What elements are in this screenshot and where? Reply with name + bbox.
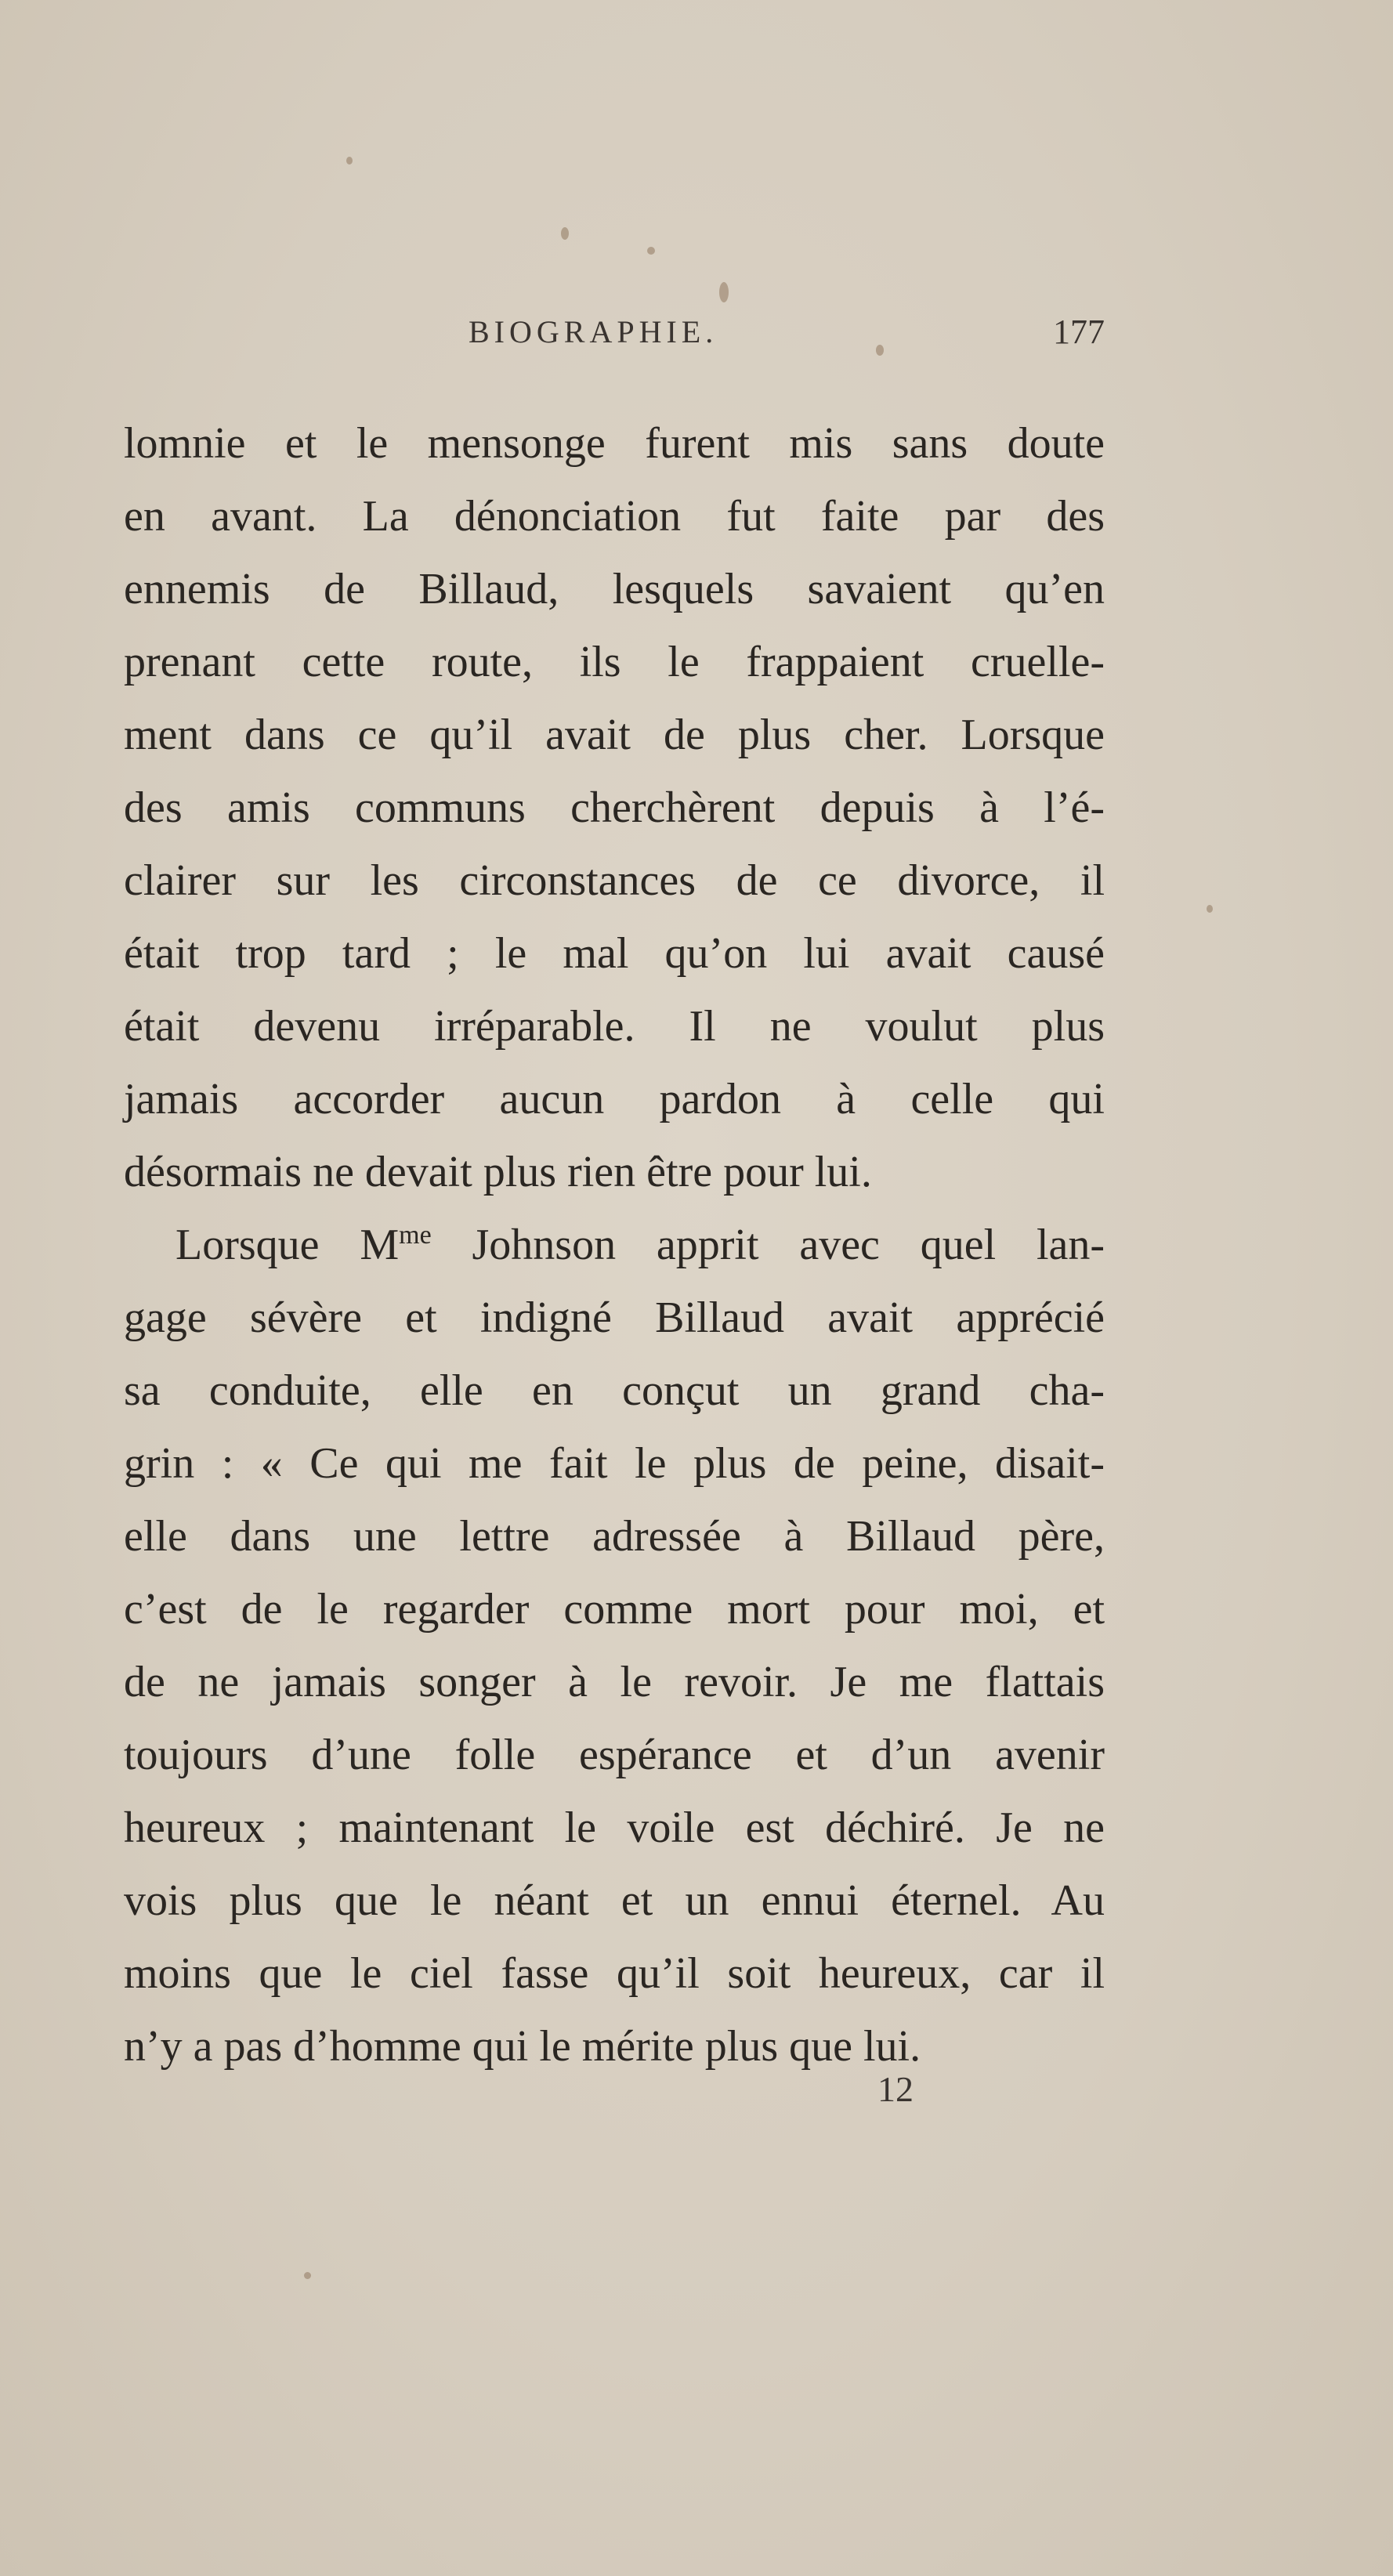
paper-speck — [304, 2272, 311, 2279]
signature-mark: 12 — [877, 2069, 914, 2109]
text-line: était trop tard ; le mal qu’on lui avait causé — [124, 929, 1105, 978]
text-line: de ne jamais songer à le revoir. Je me flattais — [124, 1658, 1105, 1706]
paper-speck — [719, 282, 729, 302]
text-line: prenant cette route, ils le frappaient cruelle- — [124, 638, 1105, 686]
text-line: ennemis de Billaud, lesquels savaient qu’en — [124, 565, 1105, 613]
text-fragment: Lorsque M — [175, 1221, 400, 1269]
paper-speck — [346, 157, 353, 165]
text-line-paragraph-end: désormais ne devait plus rien être pour lui. — [124, 1148, 872, 1196]
text-line-paragraph-start — [124, 1209, 1105, 1282]
body-text — [124, 407, 1105, 2083]
text-line: heureux ; maintenant le voile est déchiré. Je ne — [124, 1804, 1105, 1852]
text-line: vois plus que le néant et un ennui éternel. Au — [124, 1876, 1105, 1925]
paper-speck — [647, 247, 655, 255]
paper-speck — [1207, 905, 1213, 913]
text-line: jamais accorder aucun pardon à celle qui — [124, 1075, 1105, 1123]
text-line: grin : « Ce qui me fait le plus de peine, disait- — [124, 1439, 1105, 1488]
text-line: c’est de le regarder comme mort pour moi, et — [124, 1585, 1105, 1634]
paper-speck — [561, 227, 569, 240]
text-line: en avant. La dénonciation fut faite par des — [124, 492, 1105, 541]
running-title: BIOGRAPHIE. — [469, 314, 718, 349]
text-line: sa conduite, elle en conçut un grand cha- — [124, 1366, 1105, 1415]
text-line-paragraph-end: n’y a pas d’homme qui le mérite plus que lui. — [124, 2022, 921, 2071]
text-line: lomnie et le mensonge furent mis sans doute — [124, 419, 1105, 468]
text-fragment: Johnson apprit avec quel lan- — [431, 1221, 1105, 1269]
text-line: était devenu irréparable. Il ne voulut plus — [124, 1002, 1105, 1051]
text-line: ment dans ce qu’il avait de plus cher. Lorsque — [124, 711, 1105, 759]
page-number: 177 — [1053, 313, 1105, 351]
text-line: moins que le ciel fasse qu’il soit heureux, car il — [124, 1949, 1105, 1998]
text-line: clairer sur les circonstances de ce divorce, il — [124, 856, 1105, 905]
text-line: toujours d’une folle espérance et d’un avenir — [124, 1731, 1105, 1779]
superscript-abbreviation: me — [399, 1221, 432, 1250]
text-line: des amis communs cherchèrent depuis à l’é- — [124, 783, 1105, 832]
text-line: elle dans une lettre adressée à Billaud père, — [124, 1512, 1105, 1561]
text-line: gage sévère et indigné Billaud avait apprécié — [124, 1293, 1105, 1342]
